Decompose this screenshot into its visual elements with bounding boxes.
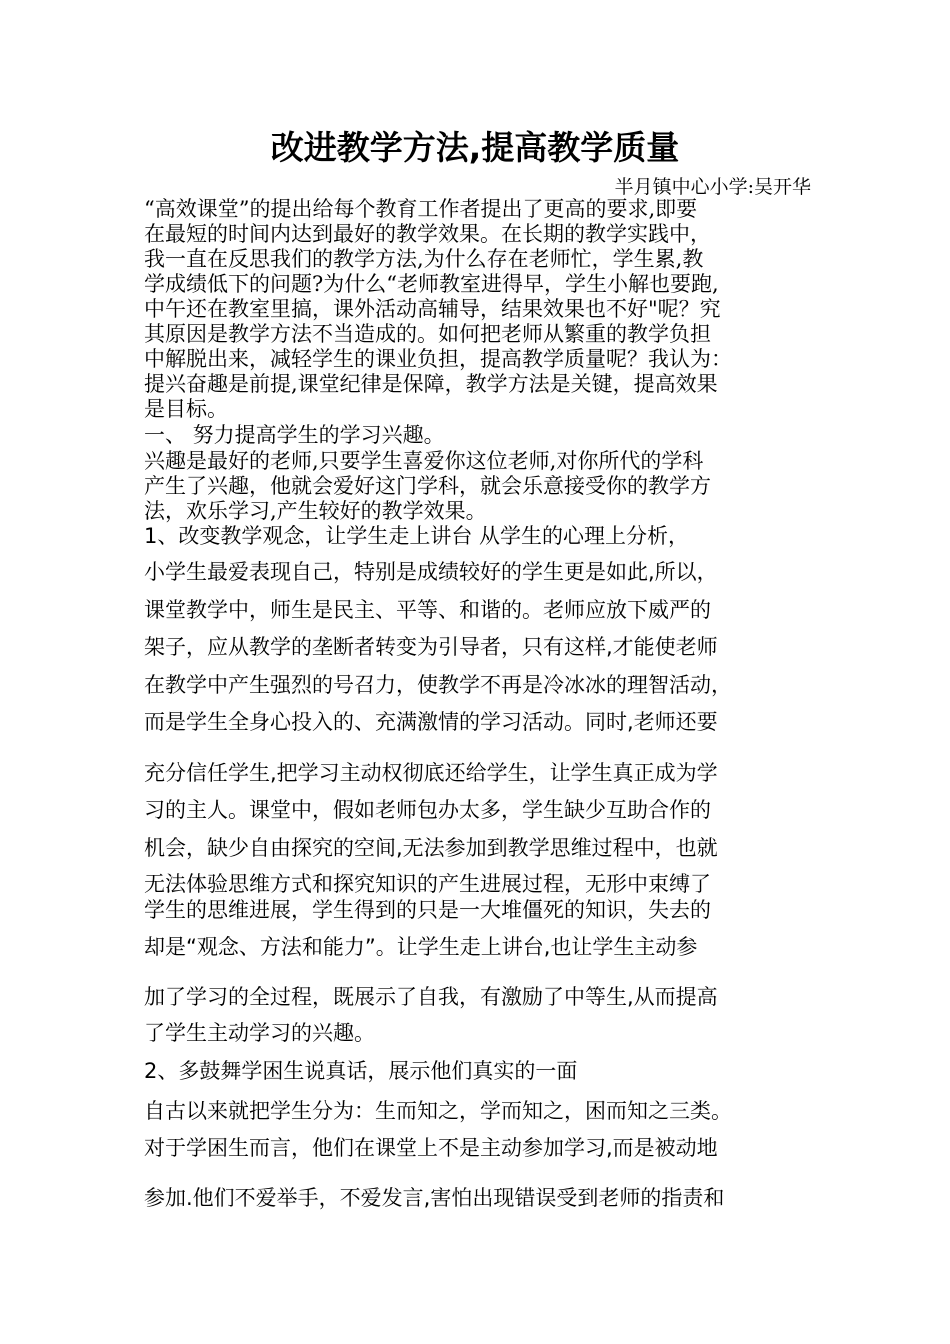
paragraph-line: 加了学习的全过程，既展示了自我，有激励了中等生,从而提高 bbox=[144, 985, 718, 1009]
paragraph-line: 提兴奋趣是前提,课堂纪律是保障，教学方法是关键，提高效果 bbox=[144, 372, 718, 396]
paragraph-line: 中解脱出来，减轻学生的课业负担，提高教学质量呢？我认为： bbox=[144, 347, 732, 371]
paragraph-line: 学生的思维进展，学生得到的只是一大堆僵死的知识，失去的 bbox=[144, 898, 711, 922]
paragraph-line: 法，欢乐学习,产生较好的教学效果。 bbox=[144, 499, 487, 523]
paragraph-line: 对于学困生而言，他们在课堂上不是主动参加学习,而是被动地 bbox=[144, 1136, 718, 1160]
paragraph-line: 无法体验思维方式和探究知识的产生进展过程，无形中束缚了 bbox=[144, 872, 711, 896]
paragraph-line: 是目标。 bbox=[144, 397, 228, 421]
paragraph-line: 其原因是教学方法不当造成的。如何把老师从繁重的教学负担 bbox=[144, 322, 711, 346]
paragraph-line: 小学生最爱表现自己，特别是成绩较好的学生更是如此,所以， bbox=[144, 560, 718, 584]
paragraph-line: 兴趣是最好的老师,只要学生喜爱你这位老师,对你所代的学科 bbox=[144, 449, 704, 473]
paragraph-line: 中午还在教室里搞，课外活动高辅导，结果效果也不好"呢？究 bbox=[144, 297, 721, 321]
paragraph-line: 我一直在反思我们的教学方法,为什么存在老师忙，学生累,教 bbox=[144, 247, 704, 271]
paragraph-line: “高效课堂”的提出给每个教育工作者提出了更高的要求,即要 bbox=[144, 197, 698, 221]
paragraph-line: 而是学生全身心投入的、充满激情的学习活动。同时,老师还要 bbox=[144, 710, 718, 734]
paragraph-line: 了学生主动学习的兴趣。 bbox=[144, 1021, 375, 1045]
paragraph-line: 机会，缺少自由探究的空间,无法参加到教学思维过程中，也就 bbox=[144, 836, 718, 860]
paragraph-line: 参加.他们不爱举手，不爱发言,害怕出现错误受到老师的指责和 bbox=[144, 1186, 725, 1210]
paragraph-line: 充分信任学生,把学习主动权彻底还给学生，让学生真正成为学 bbox=[144, 761, 718, 785]
paragraph-line: 学成绩低下的问题?为什么“老师教室进得早，学生小解也要跑, bbox=[144, 272, 719, 296]
paragraph-line: 却是“观念、方法和能力”。让学生走上讲台,也让学生主动参 bbox=[144, 935, 698, 959]
paragraph-line: 产生了兴趣，他就会爱好这门学科，就会乐意接受你的教学方 bbox=[144, 474, 711, 498]
paragraph-line: 在最短的时间内达到最好的教学效果。在长期的教学实践中， bbox=[144, 222, 711, 246]
subsection-line: 2、多鼓舞学困生说真话，展示他们真实的一面 bbox=[144, 1059, 578, 1083]
section-heading: 一、 努力提高学生的学习兴趣。 bbox=[144, 423, 445, 447]
paragraph-line: 自古以来就把学生分为：生而知之，学而知之，困而知之三类。 bbox=[144, 1099, 732, 1123]
paragraph-line: 在教学中产生强烈的号召力，使教学不再是冷冰冰的理智活动， bbox=[144, 673, 732, 697]
paragraph-line: 架子，应从教学的垄断者转变为引导者，只有这样,才能使老师 bbox=[144, 635, 718, 659]
author-line: 半月镇中心小学:吴开华 bbox=[614, 176, 811, 198]
subsection-line: 1、改变教学观念，让学生走上讲台 从学生的心理上分析， bbox=[144, 524, 690, 548]
paragraph-line: 课堂教学中，师生是民主、平等、和谐的。老师应放下威严的 bbox=[144, 598, 711, 622]
paragraph-line: 习的主人。课堂中，假如老师包办太多，学生缺少互助合作的 bbox=[144, 798, 711, 822]
document-title: 改进教学方法,提高教学质量 bbox=[270, 128, 680, 167]
